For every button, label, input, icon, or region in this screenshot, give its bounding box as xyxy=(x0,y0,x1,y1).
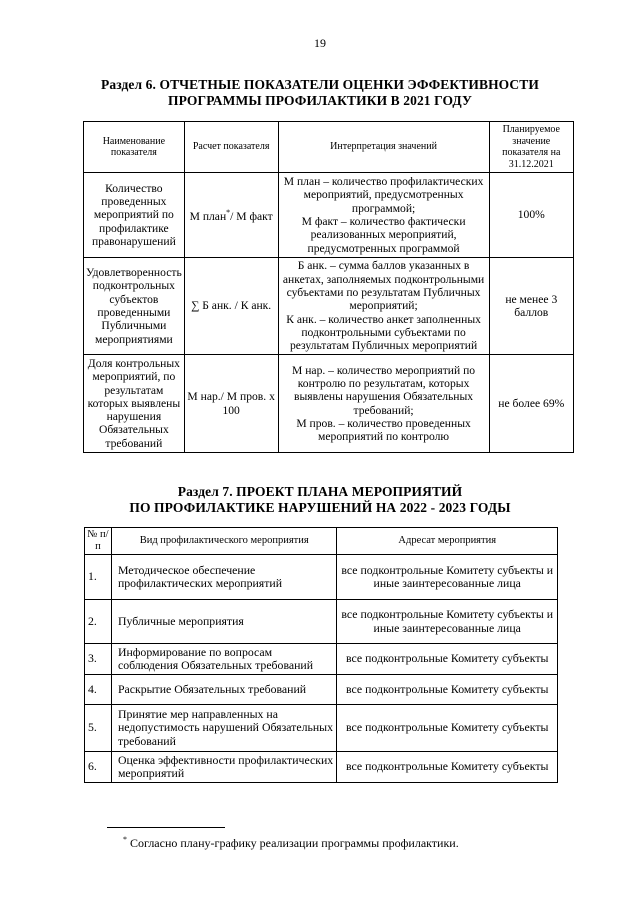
table-row xyxy=(85,555,558,600)
header-cell: Адресат мероприятия xyxy=(337,528,558,555)
indicator-name: Удовлетворенность подконтрольных субъектов проведенными Публичными мероприятиями xyxy=(84,258,185,355)
table-row xyxy=(85,600,558,644)
section7-title-line2: ПО ПРОФИЛАКТИКЕ НАРУШЕНИЙ НА 2022 - 2023 ГОДЫ xyxy=(129,500,511,515)
indicator-value: 100% xyxy=(489,173,573,258)
footnote-text: Согласно плану-графику реализации программы профилактики. xyxy=(130,836,459,850)
table-row xyxy=(84,258,574,355)
header-cell: Наименование показателя xyxy=(84,122,185,173)
indicator-value: не более 69% xyxy=(489,355,573,453)
activity-cell: Раскрытие Обязательных требований xyxy=(111,675,337,705)
row-number: 4. xyxy=(85,675,112,705)
plan-table xyxy=(84,527,558,783)
row-number: 3. xyxy=(85,644,112,675)
calc-part: М план xyxy=(189,210,227,224)
interp-line: М факт – количество фактически реализованных мероприятий, предусмотренных программой xyxy=(301,215,466,255)
header-cell: Планируемое значение показателя на 31.12.2021 xyxy=(489,122,573,173)
addressee-cell: все подконтрольные Комитету субъекты xyxy=(337,675,558,705)
indicator-calc: М нар./ М пров. х 100 xyxy=(184,355,278,453)
row-number: 2. xyxy=(85,600,112,644)
activity-cell: Принятие мер направленных на недопустимость нарушений Обязательных требований xyxy=(111,705,337,752)
table-header-row xyxy=(85,528,558,555)
addressee-cell: все подконтрольные Комитету субъекты xyxy=(337,705,558,752)
activity-cell: Методическое обеспечение профилактических мероприятий xyxy=(111,555,337,600)
indicator-calc xyxy=(184,173,278,258)
section7-title-line1: Раздел 7. ПРОЕКТ ПЛАНА МЕРОПРИЯТИЙ xyxy=(177,484,463,499)
indicator-value: не менее 3 баллов xyxy=(489,258,573,355)
activity-cell: Информирование по вопросам соблюдения Обязательных требований xyxy=(111,644,337,675)
interp-line: М план – количество профилактических мероприятий, предусмотренных программой; xyxy=(283,175,484,215)
table-row xyxy=(85,675,558,705)
interp-line: М нар. – количество мероприятий по контролю по результатам, которых выявлены нарушения Обязательных требований; xyxy=(292,363,476,417)
activity-cell: Оценка эффективности профилактических мероприятий xyxy=(111,752,337,783)
addressee-cell: все подконтрольные Комитету субъекты и иные заинтересованные лица xyxy=(337,600,558,644)
section6-title xyxy=(0,77,640,109)
table-row xyxy=(85,705,558,752)
footnote-ref: * xyxy=(226,208,231,218)
addressee-cell: все подконтрольные Комитету субъекты xyxy=(337,752,558,783)
table-row xyxy=(85,752,558,783)
table-header-row xyxy=(84,122,574,173)
indicator-name: Количество проведенных мероприятий по профилактике правонарушений xyxy=(84,173,185,258)
footnote-mark: * xyxy=(123,835,127,844)
table-row xyxy=(84,173,574,258)
interp-line: К анк. – количество анкет заполненных подконтрольными субъектами по результатам Публичных мероприятий xyxy=(286,312,481,353)
header-cell: № п/п xyxy=(85,528,112,555)
addressee-cell: все подконтрольные Комитету субъекты и иные заинтересованные лица xyxy=(337,555,558,600)
row-number: 1. xyxy=(85,555,112,600)
header-cell: Вид профилактического мероприятия xyxy=(111,528,337,555)
section6-title-line2: ПРОГРАММЫ ПРОФИЛАКТИКИ В 2021 ГОДУ xyxy=(168,93,472,108)
interp-line: Б анк. – сумма баллов указанных в анкетах, заполняемых подконтрольными субъектами по результатам Публичных мероприятий; xyxy=(282,259,485,313)
indicators-table xyxy=(83,121,574,453)
row-number: 5. xyxy=(85,705,112,752)
section6-title-line1: Раздел 6. ОТЧЕТНЫЕ ПОКАЗАТЕЛИ ОЦЕНКИ ЭФФЕКТИВНОСТИ xyxy=(101,77,539,92)
table-row xyxy=(85,644,558,675)
indicator-interp xyxy=(278,258,489,355)
indicator-name: Доля контрольных мероприятий, по результатам которых выявлены нарушения Обязательных требований xyxy=(84,355,185,453)
footnote xyxy=(123,835,459,851)
addressee-cell: все подконтрольные Комитету субъекты xyxy=(337,644,558,675)
indicator-calc: ∑ Б анк. / К анк. xyxy=(184,258,278,355)
interp-line: М пров. – количество проведенных мероприятий по контролю xyxy=(296,416,471,444)
indicator-interp xyxy=(278,355,489,453)
row-number: 6. xyxy=(85,752,112,783)
calc-part: / М факт xyxy=(230,210,273,224)
header-cell: Интерпретация значений xyxy=(278,122,489,173)
header-cell: Расчет показателя xyxy=(184,122,278,173)
activity-cell: Публичные мероприятия xyxy=(111,600,337,644)
section7-title xyxy=(0,484,640,516)
footnote-divider xyxy=(107,827,225,828)
page-number: 19 xyxy=(314,36,326,50)
indicator-interp xyxy=(278,173,489,258)
table-row xyxy=(84,355,574,453)
